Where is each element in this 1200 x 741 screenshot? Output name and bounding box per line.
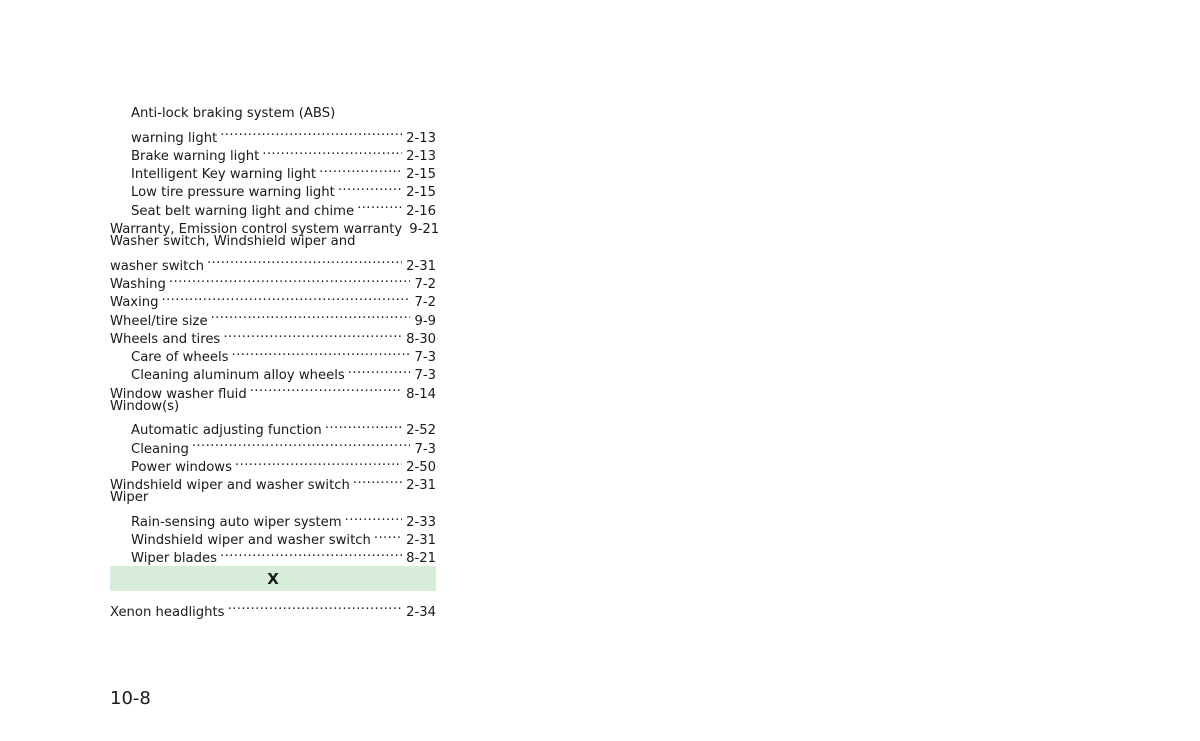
dot-leader bbox=[325, 416, 402, 434]
dot-leader bbox=[250, 379, 402, 397]
index-entry-text: Wheels and tires bbox=[110, 331, 221, 347]
dot-leader bbox=[357, 196, 402, 214]
index-entry-text: Wiper blades bbox=[131, 551, 217, 567]
index-entry-text: warning light bbox=[131, 130, 218, 146]
index-entry-text: Waxing bbox=[110, 295, 159, 311]
index-entry-page: 2-13 bbox=[406, 148, 436, 164]
index-entry-text: Brake warning light bbox=[131, 148, 260, 164]
dot-leader bbox=[192, 434, 411, 452]
index-entry-text: Rain-sensing auto wiper system bbox=[131, 514, 342, 530]
index-entry-page: 8-14 bbox=[406, 386, 436, 402]
index-entry-page: 2-13 bbox=[406, 130, 436, 146]
index-entry-text: Warranty, Emission control system warranty bbox=[110, 222, 403, 238]
index-entry-page: 2-31 bbox=[406, 533, 436, 549]
index-entry-page: 7-3 bbox=[414, 368, 436, 384]
index-entry-page: 2-16 bbox=[406, 203, 436, 219]
index-entry-page: 2-34 bbox=[406, 604, 436, 620]
index-entry-page: 7-3 bbox=[414, 441, 436, 457]
index-entry-text: Washing bbox=[110, 276, 166, 292]
index-entry-page: 2-31 bbox=[406, 478, 436, 494]
dot-leader bbox=[319, 160, 402, 178]
index-entry-text: Cleaning bbox=[131, 441, 189, 457]
index-entry bbox=[110, 105, 436, 123]
index-entry-text: Xenon headlights bbox=[110, 604, 225, 620]
index-entry-page: 2-31 bbox=[406, 258, 436, 274]
index-entry-page: 9-21 bbox=[409, 222, 440, 238]
dot-leader bbox=[348, 361, 411, 379]
index-entry-page: 7-2 bbox=[414, 295, 436, 311]
index-entry-text: Low tire pressure warning light bbox=[131, 185, 335, 201]
dot-leader bbox=[374, 526, 402, 544]
index-entry bbox=[110, 398, 436, 416]
index-entry-page: 2-50 bbox=[406, 459, 436, 475]
index-entry-page: 7-3 bbox=[414, 350, 436, 366]
dot-leader bbox=[161, 288, 410, 306]
dot-leader bbox=[223, 325, 402, 343]
dot-leader bbox=[353, 471, 402, 489]
dot-leader bbox=[232, 343, 411, 361]
index-entry-page: 2-33 bbox=[406, 514, 436, 530]
index-entry-text: washer switch bbox=[110, 258, 204, 274]
index-entries-w bbox=[110, 105, 440, 567]
dot-leader bbox=[345, 508, 402, 526]
dot-leader bbox=[228, 597, 403, 615]
index-entry-text: Cleaning aluminum alloy wheels bbox=[131, 368, 345, 384]
dot-leader bbox=[207, 251, 402, 269]
index-entry-page: 8-30 bbox=[406, 331, 436, 347]
index-entry-page: 2-15 bbox=[406, 185, 436, 201]
index-entries-x bbox=[110, 597, 436, 620]
index-entry bbox=[110, 251, 436, 274]
index-entry-text: Wheel/tire size bbox=[110, 313, 208, 329]
dot-leader bbox=[169, 270, 411, 288]
index-entry-page: 2-52 bbox=[406, 423, 436, 439]
dot-leader bbox=[211, 306, 411, 324]
index-entry bbox=[110, 597, 436, 620]
dot-leader bbox=[220, 123, 402, 141]
section-header-x bbox=[110, 566, 436, 591]
dot-leader bbox=[262, 142, 402, 160]
index-entry-text: Wiper bbox=[110, 490, 149, 506]
index-entry bbox=[110, 416, 436, 439]
dot-leader bbox=[235, 453, 402, 471]
index-entry-text: Washer switch, Windshield wiper and bbox=[110, 234, 356, 250]
index-entry-text: Care of wheels bbox=[131, 350, 229, 366]
dot-leader bbox=[338, 178, 402, 196]
dot-leader bbox=[220, 544, 402, 562]
index-entry bbox=[110, 306, 436, 329]
index-entry-text: Automatic adjusting function bbox=[131, 423, 322, 439]
section-letter: X bbox=[267, 569, 279, 588]
index-entry-text: Windshield wiper and washer switch bbox=[131, 533, 371, 549]
index-column bbox=[110, 105, 440, 620]
index-entry-text: Anti-lock braking system (ABS) bbox=[131, 106, 336, 121]
index-entry-text: Window washer fluid bbox=[110, 386, 247, 402]
index-entry bbox=[110, 123, 436, 146]
index-entry-text: Power windows bbox=[131, 459, 232, 475]
index-entry-page: 8-21 bbox=[406, 551, 436, 567]
index-entry-text: Window(s) bbox=[110, 398, 180, 414]
page-number: 10-8 bbox=[110, 688, 151, 709]
index-entry-text: Seat belt warning light and chime bbox=[131, 203, 355, 219]
index-entry-page: 9-9 bbox=[414, 313, 436, 329]
index-entry-text: Windshield wiper and washer switch bbox=[110, 478, 350, 494]
index-entry-text: Intelligent Key warning light bbox=[131, 167, 317, 183]
index-entry bbox=[110, 508, 436, 530]
index-entry-page: 7-2 bbox=[414, 276, 436, 292]
index-entry-page: 2-15 bbox=[406, 167, 436, 183]
